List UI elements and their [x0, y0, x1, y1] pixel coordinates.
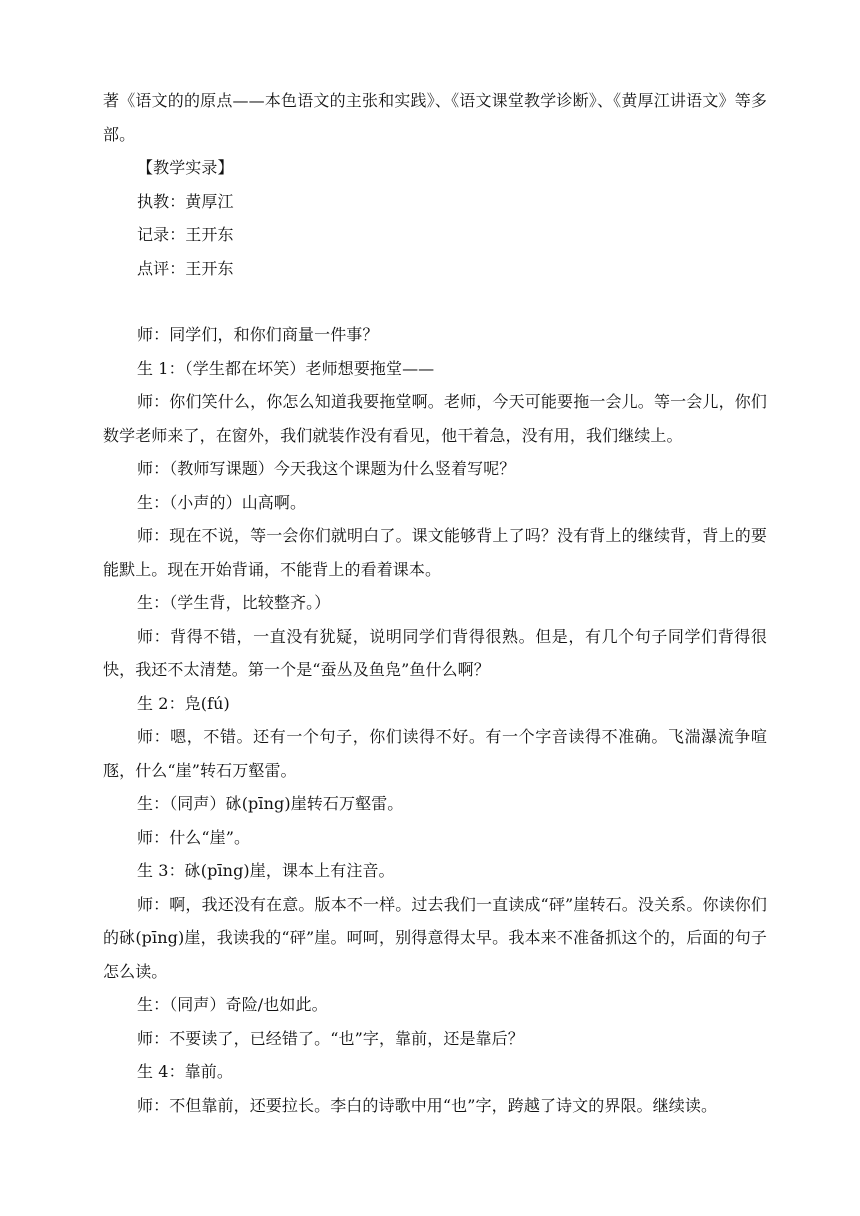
- document-body: [103, 84, 767, 1122]
- paragraph: 生 1：（学生都在坏笑）老师想要拖堂——: [137, 358, 435, 378]
- paragraph: 师：同学们，和你们商量一件事？: [137, 325, 379, 344]
- paragraph: 生：（小声的）山高啊。: [137, 492, 307, 512]
- paragraph: 【教学实录】: [137, 158, 234, 177]
- paragraph: 著《语文的的原点——本色语文的主张和实践》、《语文课堂教学诊断》、《黄厚江讲语文》等多部。: [103, 91, 767, 144]
- paragraph: 师：什么“崖”。: [137, 827, 251, 847]
- paragraph: 生：（学生背，比较整齐。）: [137, 593, 331, 612]
- paragraph: 师：你们笑什么，你怎么知道我要拖堂啊。老师，今天可能要拖一会儿。等一会儿，你们数学老师来了，在窗外，我们就装作没有看见，他干着急，没有用，我们继续上。: [103, 392, 767, 445]
- paragraph: 记录：王开东: [137, 225, 234, 244]
- paragraph: 执教：黄厚江: [137, 191, 234, 211]
- paragraph: 师：背得不错，一直没有犹疑，说明同学们背得很熟。但是，有几个句子同学们背得很快，我还不太清楚。第一个是“蚕丛及鱼凫”鱼什么啊？: [103, 626, 767, 679]
- paragraph: 师：（教师写课题）今天我这个课题为什么竖着写呢？: [137, 459, 516, 478]
- paragraph: 师：啊，我还没有在意。版本不一样。过去我们一直读成“砰”崖转石。没关系。你读你们的砯(pīng)崖，我读我的“砰”崖。呵呵，别得意得太早。我本来不准备抓这个的，后面的句子怎么读。: [103, 894, 767, 981]
- blank-line: [103, 285, 767, 318]
- paragraph: 师：嗯，不错。还有一个句子，你们读得不好。有一个字音读得不准确。飞湍瀑流争喧豗，什么“崖”转石万壑雷。: [103, 727, 767, 780]
- paragraph: 生 4：靠前。: [137, 1062, 233, 1081]
- paragraph: 点评：王开东: [137, 258, 234, 278]
- paragraph: 生 3：砯(pīng)崖，课本上有注音。: [137, 861, 395, 880]
- paragraph: 生：（同声）砯(pīng)崖转石万壑雷。: [137, 794, 404, 813]
- paragraph: 师：不但靠前，还要拉长。李白的诗歌中用“也”字，跨越了诗文的界限。继续读。: [137, 1095, 718, 1115]
- paragraph: 生 2：凫(fú): [137, 693, 230, 713]
- paragraph: 师：现在不说，等一会你们就明白了。课文能够背上了吗？没有背上的继续背，背上的要能默上。现在开始背诵，不能背上的看着课本。: [103, 526, 767, 579]
- paragraph: 生：（同声）奇险/也如此。: [137, 995, 328, 1014]
- paragraph: 师：不要读了，已经错了。“也”字，靠前，还是靠后？: [137, 1028, 524, 1048]
